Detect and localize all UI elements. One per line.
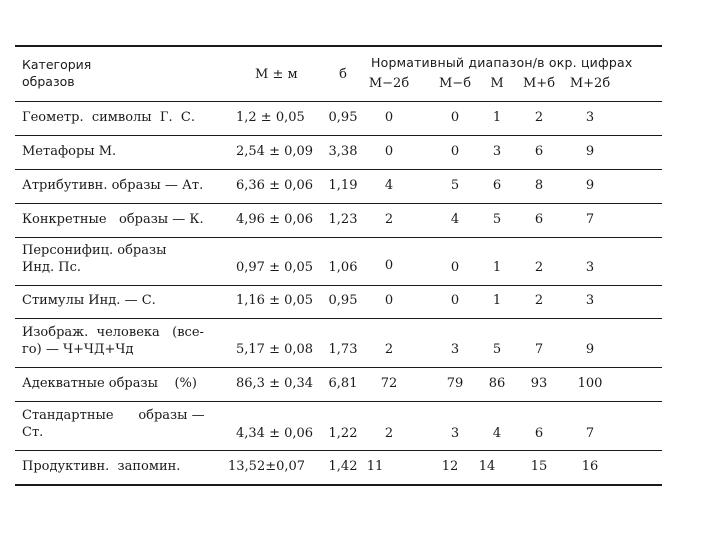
row-value: 7	[534, 342, 544, 357]
row-divider	[15, 285, 662, 286]
row-category: Стимулы Инд. — С.	[22, 293, 156, 308]
row-value: 6	[534, 212, 544, 227]
row-value: 7	[585, 212, 595, 227]
row-value: 9	[585, 144, 595, 159]
row-category: Стандартные образы — Ст.	[22, 408, 205, 440]
header-mean: M ± м	[255, 67, 298, 82]
row-value: 0	[384, 293, 394, 308]
row-value: 7	[585, 426, 595, 441]
row-value: 5	[492, 342, 502, 357]
row-category: Атрибутивн. образы — Ат.	[22, 178, 204, 193]
row-sigma: 1,22	[328, 426, 358, 441]
row-value: 4	[450, 212, 460, 227]
row-value: 1	[492, 293, 502, 308]
row-mean: 0,97 ± 0,05	[236, 260, 314, 275]
row-sigma: 6,81	[328, 376, 358, 391]
row-value: 100	[577, 376, 603, 391]
header-range: Нормативный диапазон/в окр. цифрах	[371, 55, 633, 70]
row-mean: 13,52±0,07	[228, 459, 306, 474]
header-range-col-2: M−б	[438, 76, 472, 91]
row-value: 5	[450, 178, 460, 193]
header-range-col-1: M−2б	[368, 76, 410, 91]
row-value: 2	[384, 342, 394, 357]
row-category: Персонифиц. образы Инд. Пс.	[22, 243, 167, 275]
row-value: 1	[492, 260, 502, 275]
row-mean: 4,96 ± 0,06	[236, 212, 314, 227]
row-divider	[15, 203, 662, 204]
row-mean: 1,16 ± 0,05	[236, 293, 314, 308]
row-category: Адекватные образы (%)	[22, 376, 197, 391]
row-value: 5	[492, 212, 502, 227]
row-sigma: 1,42	[328, 459, 358, 474]
row-mean: 1,2 ± 0,05	[236, 110, 305, 125]
row-category: Геометр. символы Г. С.	[22, 110, 195, 125]
row-sigma: 3,38	[328, 144, 358, 159]
row-value: 9	[585, 178, 595, 193]
row-value: 6	[534, 144, 544, 159]
table-top-rule	[15, 45, 662, 47]
row-value: 9	[585, 342, 595, 357]
header-range-col-3: M	[490, 76, 504, 91]
row-value: 79	[446, 376, 464, 391]
header-sigma: б	[339, 67, 347, 82]
row-sigma: 0,95	[328, 110, 358, 125]
row-value: 0	[384, 144, 394, 159]
row-value: 12	[441, 459, 459, 474]
header-range-col-5: M+2б	[569, 76, 611, 91]
row-value: 4	[384, 178, 394, 193]
row-mean: 4,34 ± 0,06	[236, 426, 314, 441]
row-value: 86	[488, 376, 506, 391]
row-value: 3	[450, 426, 460, 441]
row-sigma: 1,19	[328, 178, 358, 193]
row-divider	[15, 169, 662, 170]
row-divider	[15, 318, 662, 319]
row-category: Метафоры М.	[22, 144, 117, 159]
row-value: 3	[585, 293, 595, 308]
row-value: 6	[534, 426, 544, 441]
row-value: 3	[585, 110, 595, 125]
row-divider	[15, 237, 662, 238]
row-sigma: 1,23	[328, 212, 358, 227]
row-value: 3	[450, 342, 460, 357]
table-bottom-rule	[15, 484, 662, 486]
row-sigma: 1,73	[328, 342, 358, 357]
row-value: 6	[492, 178, 502, 193]
row-value: 4	[492, 426, 502, 441]
row-mean: 5,17 ± 0,08	[236, 342, 314, 357]
row-value: 0	[384, 110, 394, 125]
row-value: 0	[450, 144, 460, 159]
row-value: 8	[534, 178, 544, 193]
row-value: 2	[534, 293, 544, 308]
row-divider	[15, 450, 662, 451]
row-sigma: 1,06	[328, 260, 358, 275]
row-category: Продуктивн. запомин.	[22, 459, 181, 474]
row-mean: 6,36 ± 0,06	[236, 178, 314, 193]
row-divider	[15, 367, 662, 368]
header-category: Категория образов	[22, 57, 92, 89]
row-value: 2	[534, 260, 544, 275]
row-value: 72	[380, 376, 398, 391]
row-value: 3	[492, 144, 502, 159]
row-value: 16	[581, 459, 599, 474]
row-category: Конкретные образы — К.	[22, 212, 204, 227]
row-value: 2	[384, 212, 394, 227]
row-mean: 2,54 ± 0,09	[236, 144, 314, 159]
row-value: 14	[478, 459, 496, 474]
row-category: Изображ. человека (все- го) — Ч+ЧД+Чд	[22, 325, 204, 357]
header-bottom-rule	[15, 101, 662, 102]
row-value: 0	[450, 260, 460, 275]
row-value: 0	[450, 110, 460, 125]
row-value: 2	[384, 426, 394, 441]
row-value: 93	[530, 376, 548, 391]
row-value: 3	[585, 260, 595, 275]
row-value: 2	[534, 110, 544, 125]
row-divider	[15, 401, 662, 402]
header-range-col-4: M+б	[522, 76, 556, 91]
row-value: 1	[492, 110, 502, 125]
row-mean: 86,3 ± 0,34	[236, 376, 314, 391]
row-value: 15	[530, 459, 548, 474]
row-value: 0	[450, 293, 460, 308]
row-sigma: 0,95	[328, 293, 358, 308]
row-value: 11	[366, 459, 384, 474]
row-divider	[15, 135, 662, 136]
row-value: 0	[384, 258, 394, 273]
